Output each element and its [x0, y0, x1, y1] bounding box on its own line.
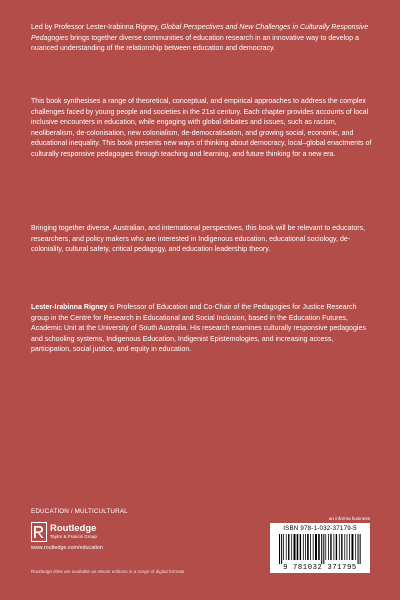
routledge-icon — [31, 522, 47, 542]
barcode-bar — [291, 534, 292, 560]
barcode-bar — [344, 534, 345, 560]
barcode-bar — [330, 534, 331, 560]
barcode-bar — [333, 534, 334, 560]
barcode-bar — [336, 534, 337, 560]
intro-paragraph — [31, 23, 373, 55]
barcode-bar — [360, 534, 361, 564]
intro-lead: Led by Professor Lester-Irabinna Rigney, — [31, 24, 161, 31]
barcode-bar — [310, 534, 311, 560]
isbn-barcode — [270, 523, 370, 573]
publisher-url: www.routledge.com/education — [31, 545, 103, 551]
subject-category: EDUCATION / MULTICULTURAL — [31, 508, 128, 515]
barcode-bar — [300, 534, 301, 560]
barcode-bar — [297, 534, 299, 560]
barcode-bar — [328, 534, 329, 560]
barcode-bars — [279, 534, 361, 564]
barcode-bar — [315, 534, 317, 560]
intro-rest: brings together diverse communities of education research in an innovative way to develop a nuanced understanding of the relationship between education and democracy. — [31, 34, 359, 52]
barcode-bar — [341, 534, 342, 560]
barcode-bar — [303, 534, 304, 560]
barcode-bar — [355, 534, 356, 560]
barcode-bar — [294, 534, 296, 560]
barcode-bar — [323, 534, 324, 564]
barcode-bar — [307, 534, 309, 560]
author-name: Lester-Irabinna Rigney — [31, 304, 108, 311]
barcode-bar — [339, 534, 340, 560]
barcode-bar — [283, 534, 284, 560]
publisher-logo — [31, 522, 97, 542]
barcode-bar — [281, 534, 282, 564]
informa-tagline: an informa business — [328, 516, 370, 521]
barcode-bar — [286, 534, 287, 560]
barcode-bar — [279, 534, 280, 564]
barcode-bar — [358, 534, 359, 564]
book-title: Global Perspectives and New Challenges in Culturally Responsive Pedagogies — [31, 24, 369, 42]
author-bio-paragraph — [31, 303, 373, 356]
barcode-bar — [347, 534, 348, 560]
publisher-name: Routledge — [50, 523, 97, 535]
barcode-bar — [351, 534, 353, 560]
barcode-bar — [325, 534, 326, 560]
barcode-bar — [313, 534, 314, 560]
isbn-digits: 9 781032 371795 — [283, 564, 357, 572]
ebook-note: Routledge titles are available as eBook editions in a range of digital formats — [31, 569, 185, 574]
audience-paragraph: Bringing together diverse, Australian, and international perspectives, this book will be relevant to educators, researchers, and policy makers who are interested in Indigenous education, educational sociology, de-coloniality, cultural safety, critical pedagogy, and education leadership theory. — [31, 225, 366, 253]
barcode-bar — [318, 534, 320, 560]
barcode-bar — [321, 534, 322, 564]
author-bio: is Professor of Education and Co-Chair of the Pedagogies for Justice Research group in the Centre for Research in Educational and Social Inclusion, based in the Education Futures, Academic Unit at the University of South Australia. His research examines culturally responsive pedagogies and schooling systems, Indigenous Education, Indigenist Epistemologies, and increasing access, participation, social justice, and equity in education. — [31, 304, 366, 353]
barcode-bar — [349, 534, 350, 560]
publisher-group: Taylor & Francis Group — [50, 533, 97, 539]
barcode-bar — [305, 534, 306, 560]
synopsis-paragraph: This book synthesises a range of theoretical, conceptual, and empirical approaches to address the complex challenges faced by young people and societies in the 21st century. Each chapter provides accounts of local inclusive encounters in education, while engaging with global debates and issues, such as racism, neoliberalism, de-colonisation, new colonialism, de-democratisation, and growing social, economic, and educational inequality. This book presents new ways of thinking about democracy, local–global enactments of culturally responsive pedagogies through teaching and learning, and future thinking for a new era. — [31, 98, 372, 158]
isbn-label: ISBN 978-1-032-37179-5 — [283, 525, 357, 532]
barcode-bar — [288, 534, 289, 560]
